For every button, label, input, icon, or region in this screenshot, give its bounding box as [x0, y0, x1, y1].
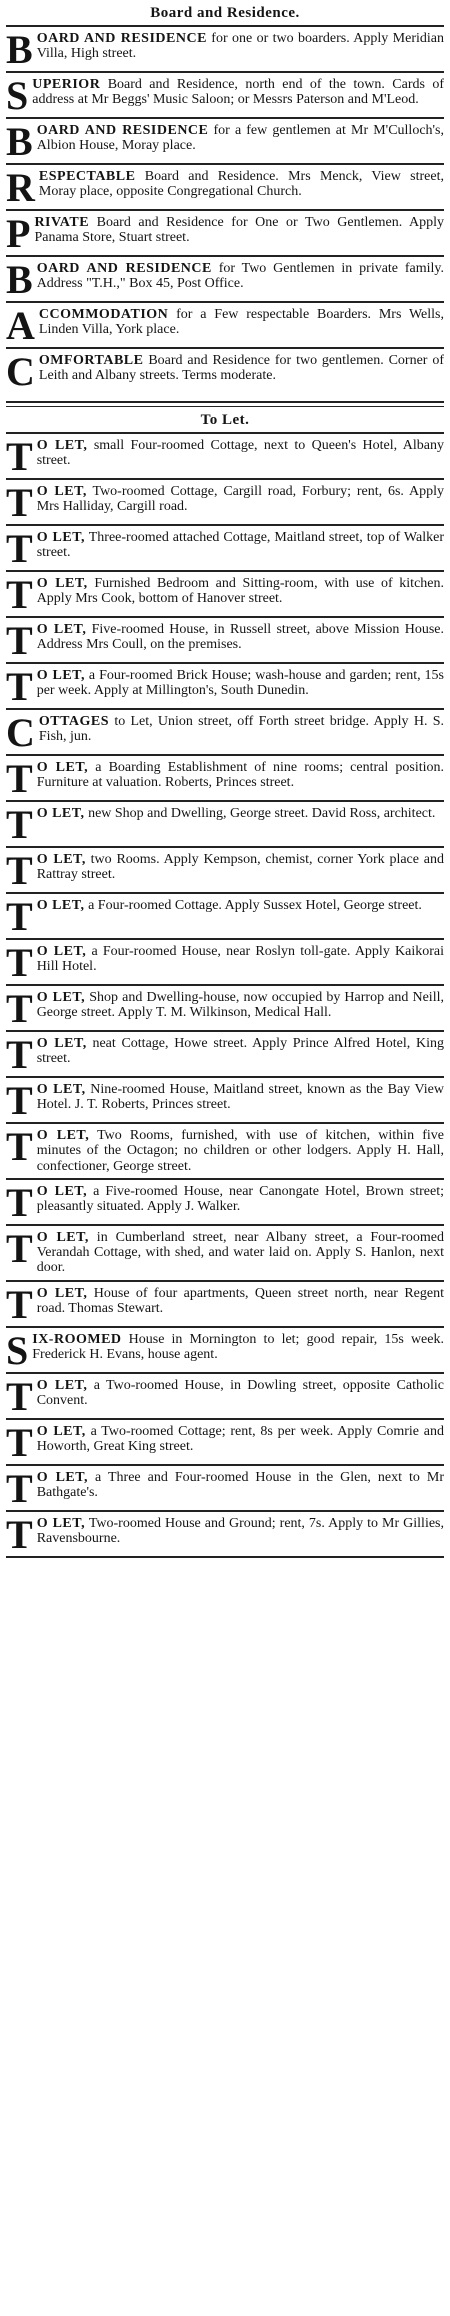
- classified-ad: [6, 846, 444, 892]
- drop-cap-initial: T: [6, 1419, 33, 1464]
- ad-body-text: Two-roomed House and Ground; rent, 7s. Apply to Mr Gillies, Ravensbourne.: [36, 1515, 444, 1546]
- classified-ad: [6, 255, 444, 301]
- section-to-let: [6, 413, 444, 1556]
- ad-body-text: Furnished Bedroom and Sitting-room, with use of kitchen. Apply Mrs Cook, bottom of Hanover street.: [36, 576, 444, 607]
- ad-lead-words: O LET,: [36, 1036, 87, 1051]
- ad-text: [6, 1470, 444, 1501]
- ad-text: [6, 1332, 444, 1363]
- drop-cap-initial: T: [6, 756, 33, 800]
- column-bottom-rule: [6, 1556, 444, 1558]
- classified-ad: [6, 1280, 444, 1326]
- ad-body-text: Board and Residence for two gentlemen. Corner of Leith and Albany streets. Terms moderate.: [38, 353, 444, 384]
- ad-text: [6, 806, 444, 821]
- ad-lead-words: O LET,: [36, 1183, 88, 1199]
- ad-body-text: for one or two boarders. Apply Meridian Villa, High street.: [36, 31, 444, 62]
- ad-text: [6, 77, 444, 108]
- classified-ads-list: [6, 432, 444, 1556]
- ad-text: [6, 1225, 444, 1276]
- ad-body-text: in Cumberland street, near Albany street, a Four-roomed Verandah Cottage, with shed, and water laid on. Apply S. Hanlon, next door.: [36, 1229, 444, 1276]
- ad-body-text: a Four-roomed House, near Roslyn toll-gate. Apply Kaikorai Hill Hotel.: [36, 944, 444, 975]
- ad-lead-words: O LET,: [36, 898, 85, 913]
- ad-body-text: Two Rooms, furnished, with use of kitchen, within five minutes of the Octagon; no children or other lodgers. Apply H. Hall, confectioner, George street.: [36, 1128, 444, 1174]
- ad-text: [6, 1184, 444, 1215]
- ad-body-text: for a few gentlemen at Mr M'Culloch's, Albion House, Moray place.: [36, 123, 444, 154]
- drop-cap-initial: T: [6, 434, 33, 478]
- ad-lead-words: UPERIOR: [32, 77, 101, 92]
- ad-body-text: for Two Gentlemen in private family. Address "T.H.," Box 45, Post Office.: [36, 261, 444, 292]
- ad-text: [6, 353, 444, 384]
- ad-text: [6, 944, 444, 975]
- drop-cap-initial: T: [6, 1179, 33, 1224]
- ad-body-text: new Shop and Dwelling, George street. David Ross, architect.: [84, 806, 436, 821]
- classified-ad: [6, 754, 444, 800]
- section-title: Board and Residence.: [150, 5, 300, 21]
- drop-cap-initial: T: [6, 1511, 33, 1556]
- ad-body-text: Board and Residence. Mrs Menck, View street, Moray place, opposite Congregational Church.: [38, 169, 444, 200]
- drop-cap-initial: R: [6, 165, 35, 209]
- ad-body-text: a Five-roomed House, near Canongate Hotel, Brown street; pleasantly situated. Apply J. Walker.: [36, 1183, 444, 1214]
- section-board-and-residence: [6, 6, 444, 393]
- ad-text: [6, 215, 444, 246]
- ad-text: [6, 307, 444, 338]
- ad-text: [6, 1286, 444, 1317]
- drop-cap-initial: T: [6, 1465, 33, 1510]
- classified-ad: [6, 1178, 444, 1224]
- ad-body-text: Three-roomed attached Cottage, Maitland street, top of Walker street.: [36, 530, 444, 561]
- ad-lead-words: O LET,: [36, 1082, 86, 1097]
- classified-ad: [6, 616, 444, 662]
- classified-ad: [6, 432, 444, 478]
- ad-body-text: Nine-roomed House, Maitland street, known as the Bay View Hotel. J. T. Roberts, Princes street.: [36, 1082, 444, 1113]
- drop-cap-initial: P: [6, 211, 31, 255]
- ad-body-text: small Four-roomed Cottage, next to Queen's Hotel, Albany street.: [36, 438, 444, 469]
- ad-lead-words: O LET,: [36, 1229, 89, 1245]
- ad-lead-words: O LET,: [36, 576, 88, 591]
- classified-ad: [6, 347, 444, 393]
- drop-cap-initial: T: [6, 1032, 33, 1076]
- ad-text: [6, 1036, 444, 1067]
- ad-text: [6, 1424, 444, 1455]
- ad-lead-words: OARD AND RESIDENCE: [36, 31, 207, 46]
- ad-body-text: a Four-roomed Cottage. Apply Sussex Hotel, George street.: [84, 898, 422, 913]
- ad-lead-words: O LET,: [36, 530, 86, 545]
- classified-ad: [6, 25, 444, 71]
- ad-lead-words: O LET,: [36, 1423, 86, 1439]
- ad-text: [6, 760, 444, 791]
- classified-ad: [6, 209, 444, 255]
- classified-ad: [6, 1464, 444, 1510]
- drop-cap-initial: S: [6, 1327, 29, 1372]
- drop-cap-initial: T: [6, 572, 33, 616]
- ad-body-text: for a Few respectable Boarders. Mrs Wells, Linden Villa, York place.: [38, 307, 444, 338]
- ad-text: [6, 261, 444, 292]
- newspaper-column: [0, 6, 450, 2316]
- drop-cap-initial: B: [6, 257, 33, 301]
- ad-text: [6, 530, 444, 561]
- ad-lead-words: OTTAGES: [38, 714, 110, 729]
- classified-ad: [6, 800, 444, 846]
- ad-lead-words: O LET,: [36, 484, 87, 499]
- ad-body-text: Five-roomed House, in Russell street, above Mission House. Address Mrs Coull, on the premises.: [36, 622, 444, 653]
- ad-lead-words: RIVATE: [34, 215, 90, 230]
- ad-lead-words: O LET,: [36, 1128, 90, 1143]
- classified-ad: [6, 1372, 444, 1418]
- ad-lead-words: OMFORTABLE: [38, 353, 144, 368]
- ad-body-text: Two-roomed Cottage, Cargill road, Forbury; rent, 6s. Apply Mrs Halliday, Cargill road.: [36, 484, 444, 515]
- classified-ad: [6, 163, 444, 209]
- ad-lead-words: IX-ROOMED: [32, 1331, 122, 1347]
- drop-cap-initial: T: [6, 1124, 33, 1169]
- ad-text: [6, 1082, 444, 1113]
- ad-body-text: two Rooms. Apply Kempson, chemist, corner York place and Rattray street.: [36, 852, 444, 883]
- ad-lead-words: OARD AND RESIDENCE: [36, 261, 212, 276]
- ad-text: [6, 123, 444, 154]
- ad-text: [6, 852, 444, 883]
- ad-lead-words: O LET,: [36, 1285, 88, 1301]
- ad-lead-words: O LET,: [36, 852, 86, 867]
- ad-body-text: to Let, Union street, off Forth street bridge. Apply H. S. Fish, jun.: [38, 714, 444, 745]
- drop-cap-initial: T: [6, 618, 33, 662]
- drop-cap-initial: T: [6, 1078, 33, 1122]
- drop-cap-initial: T: [6, 894, 33, 938]
- drop-cap-initial: C: [6, 710, 35, 754]
- ad-lead-words: ESPECTABLE: [38, 169, 136, 184]
- ad-text: [6, 169, 444, 200]
- ad-lead-words: CCOMMODATION: [38, 307, 169, 322]
- drop-cap-initial: T: [6, 1281, 33, 1326]
- classified-ad: [6, 984, 444, 1030]
- classified-ad: [6, 478, 444, 524]
- classified-ad: [6, 892, 444, 938]
- classified-ad: [6, 1510, 444, 1556]
- drop-cap-initial: C: [6, 349, 35, 393]
- ad-lead-words: O LET,: [36, 1515, 86, 1531]
- ad-body-text: Board and Residence, north end of the town. Cards of address at Mr Beggs' Music Saloon; or Messrs Paterson and M'Leod.: [32, 77, 444, 108]
- ad-lead-words: O LET,: [36, 622, 87, 637]
- ad-body-text: Shop and Dwelling-house, now occupied by Harrop and Neill, George street. Apply T. M. Wilkinson, Medical Hall.: [36, 990, 444, 1021]
- drop-cap-initial: A: [6, 303, 35, 347]
- section-title: To Let.: [200, 412, 250, 428]
- classified-ad: [6, 938, 444, 984]
- drop-cap-initial: T: [6, 986, 33, 1030]
- ad-lead-words: O LET,: [36, 438, 88, 453]
- ad-lead-words: O LET,: [36, 668, 85, 683]
- classified-ad: [6, 117, 444, 163]
- ad-text: [6, 622, 444, 653]
- classified-ad: [6, 71, 444, 117]
- ad-text: [6, 484, 444, 515]
- ad-text: [6, 898, 444, 913]
- classified-ad: [6, 1418, 444, 1464]
- drop-cap-initial: B: [6, 27, 33, 71]
- classified-ad: [6, 524, 444, 570]
- classified-ad: [6, 1326, 444, 1372]
- ad-text: [6, 668, 444, 699]
- ad-lead-words: O LET,: [36, 1377, 88, 1393]
- drop-cap-initial: T: [6, 1225, 33, 1271]
- ad-body-text: a Two-roomed House, in Dowling street, opposite Catholic Convent.: [36, 1377, 444, 1408]
- ad-body-text: Board and Residence for One or Two Gentlemen. Apply Panama Store, Stuart street.: [34, 215, 444, 246]
- ad-body-text: a Boarding Establishment of nine rooms; central position. Furniture at valuation. Roberts, Princes street.: [36, 760, 444, 791]
- ad-body-text: a Three and Four-roomed House in the Glen, next to Mr Bathgate's.: [36, 1469, 444, 1500]
- drop-cap-initial: T: [6, 526, 33, 570]
- ad-body-text: neat Cottage, Howe street. Apply Prince Alfred Hotel, King street.: [36, 1036, 444, 1067]
- ad-text: [6, 1124, 444, 1174]
- ad-body-text: a Two-roomed Cottage; rent, 8s per week. Apply Comrie and Howorth, Great King street.: [36, 1423, 444, 1454]
- classified-ad: [6, 1030, 444, 1076]
- ad-text: [6, 1516, 444, 1547]
- section-divider: [6, 401, 444, 407]
- ad-body-text: House of four apartments, Queen street north, near Regent road. Thomas Stewart.: [36, 1285, 444, 1316]
- ad-lead-words: O LET,: [36, 806, 85, 821]
- classified-ad: [6, 301, 444, 347]
- ad-text: [6, 438, 444, 469]
- drop-cap-initial: T: [6, 940, 33, 984]
- drop-cap-initial: T: [6, 848, 33, 892]
- ad-lead-words: OARD AND RESIDENCE: [36, 123, 209, 138]
- ad-text: [6, 1378, 444, 1409]
- classified-ad: [6, 662, 444, 708]
- ad-body-text: House in Mornington to let; good repair, 15s week. Frederick H. Evans, house agent.: [32, 1331, 444, 1362]
- ad-text: [6, 990, 444, 1021]
- drop-cap-initial: T: [6, 664, 33, 708]
- classified-ad: [6, 1122, 444, 1178]
- ad-lead-words: O LET,: [36, 760, 89, 775]
- drop-cap-initial: T: [6, 1373, 33, 1418]
- ad-body-text: a Four-roomed Brick House; wash-house and garden; rent, 15s per week. Apply at Millington's, South Dunedin.: [36, 668, 444, 699]
- classified-ad: [6, 570, 444, 616]
- classified-ad: [6, 708, 444, 754]
- classified-ads-list: [6, 25, 444, 393]
- ad-lead-words: O LET,: [36, 990, 86, 1005]
- drop-cap-initial: B: [6, 119, 33, 163]
- ad-lead-words: O LET,: [36, 1469, 89, 1485]
- ad-lead-words: O LET,: [36, 944, 87, 959]
- ad-text: [6, 31, 444, 62]
- drop-cap-initial: T: [6, 480, 33, 524]
- ad-text: [6, 576, 444, 607]
- classified-ad: [6, 1076, 444, 1122]
- drop-cap-initial: T: [6, 802, 33, 846]
- drop-cap-initial: S: [6, 73, 29, 117]
- ad-text: [6, 714, 444, 745]
- classified-ad: [6, 1224, 444, 1280]
